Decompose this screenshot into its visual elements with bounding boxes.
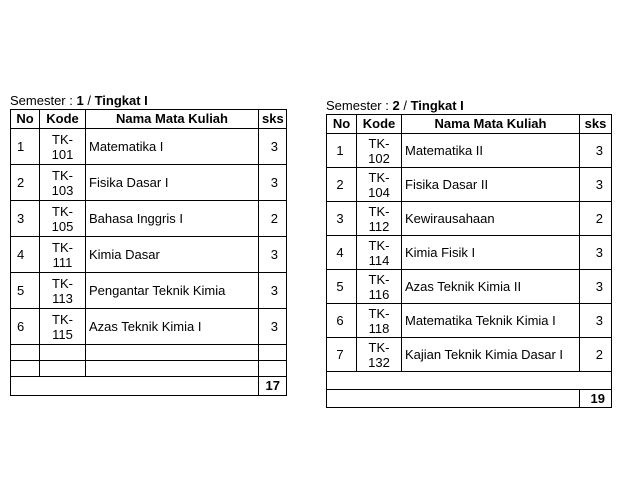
kode-number: 112: [368, 218, 390, 234]
cell-nama: Kimia Dasar: [86, 237, 259, 273]
empty-row: [11, 345, 287, 361]
cell-nama: Bahasa Inggris I: [86, 201, 259, 237]
header-no: No: [327, 115, 357, 134]
header-nama: Nama Mata Kuliah: [86, 110, 259, 129]
cell-no: 7: [327, 338, 357, 372]
cell-no: 6: [11, 309, 40, 345]
semester-2-heading: Semester : 2 / Tingkat I: [326, 98, 464, 113]
kode-number: 101: [51, 146, 74, 162]
cell-no: 1: [11, 129, 40, 165]
cell-nama: Pengantar Teknik Kimia: [86, 273, 259, 309]
table-row: [327, 338, 612, 372]
cell-kode: [357, 270, 402, 304]
cell-sks: 3: [259, 129, 287, 165]
kode-number: 111: [52, 254, 73, 270]
cell-sks: 2: [580, 338, 612, 372]
semester-1-heading: Semester : 1 / Tingkat I: [10, 93, 148, 108]
cell-kode: [357, 338, 402, 372]
tingkat-label: Tingkat I: [94, 93, 148, 108]
semester-label: Semester :: [10, 93, 73, 108]
spacer-cell: [327, 372, 612, 390]
cell-no: 1: [327, 134, 357, 168]
cell-no: 3: [327, 202, 357, 236]
total-row: [327, 390, 612, 408]
table-row: [11, 165, 287, 201]
semester-1-block: [10, 93, 287, 396]
cell-nama: Kajian Teknik Kimia Dasar I: [402, 338, 580, 372]
kode-prefix: TK-: [368, 169, 390, 185]
kode-prefix: TK-: [52, 131, 73, 147]
kode-prefix: TK-: [368, 135, 390, 151]
kode-prefix: TK-: [52, 203, 73, 219]
cell-no: 4: [327, 236, 357, 270]
kode-prefix: TK-: [368, 271, 390, 287]
cell-no: 5: [327, 270, 357, 304]
cell-kode: [357, 202, 402, 236]
cell-kode: [357, 168, 402, 202]
empty-cell: [259, 361, 287, 377]
semester-label: Semester :: [326, 98, 389, 113]
cell-sks: 3: [580, 168, 612, 202]
cell-sks: 3: [580, 236, 612, 270]
cell-no: 6: [327, 304, 357, 338]
empty-cell: [86, 361, 259, 377]
kode-prefix: TK-: [368, 203, 390, 219]
cell-no: 3: [11, 201, 40, 237]
kode-number: 104: [368, 184, 390, 200]
cell-sks: 3: [259, 309, 287, 345]
table-row: [327, 134, 612, 168]
semester-2-block: [326, 98, 612, 408]
kode-number: 132: [368, 354, 390, 370]
cell-nama: Fisika Dasar II: [402, 168, 580, 202]
semester-2-table: [326, 114, 612, 408]
table-row: [327, 304, 612, 338]
header-sks: sks: [259, 110, 287, 129]
total-label-cell: [11, 377, 259, 396]
cell-kode: [357, 304, 402, 338]
kode-number: 115: [52, 326, 73, 342]
table-row: [11, 237, 287, 273]
kode-prefix: TK-: [52, 239, 73, 255]
tingkat-label: Tingkat I: [410, 98, 464, 113]
cell-kode: [40, 129, 86, 165]
kode-number: 118: [368, 320, 390, 336]
header-sks: sks: [580, 115, 612, 134]
header-kode: Kode: [357, 115, 402, 134]
empty-row: [11, 361, 287, 377]
kode-number: 102: [368, 150, 390, 166]
total-sks: 17: [259, 377, 287, 396]
header-nama: Nama Mata Kuliah: [402, 115, 580, 134]
cell-kode: [357, 236, 402, 270]
cell-nama: Azas Teknik Kimia II: [402, 270, 580, 304]
cell-no: 4: [11, 237, 40, 273]
total-sks: 19: [580, 390, 612, 408]
total-row: [11, 377, 287, 396]
cell-no: 2: [327, 168, 357, 202]
empty-cell: [11, 345, 40, 361]
table-row: [327, 168, 612, 202]
table-header-row: [11, 110, 287, 129]
empty-cell: [86, 345, 259, 361]
cell-sks: 3: [580, 270, 612, 304]
table-row: [11, 309, 287, 345]
cell-nama: Fisika Dasar I: [86, 165, 259, 201]
table-row: [11, 201, 287, 237]
table-row: [11, 273, 287, 309]
semester-1-table: [10, 109, 287, 396]
cell-nama: Matematika I: [86, 129, 259, 165]
cell-nama: Matematika II: [402, 134, 580, 168]
kode-prefix: TK-: [368, 305, 390, 321]
cell-sks: 3: [580, 134, 612, 168]
cell-kode: [40, 237, 86, 273]
header-kode: Kode: [40, 110, 86, 129]
cell-kode: [40, 309, 86, 345]
kode-number: 105: [51, 218, 74, 234]
cell-kode: [40, 273, 86, 309]
kode-prefix: TK-: [368, 339, 390, 355]
cell-kode: [40, 201, 86, 237]
semester-number: 1: [76, 93, 84, 108]
cell-no: 5: [11, 273, 40, 309]
kode-number: 113: [52, 290, 73, 306]
cell-nama: Azas Teknik Kimia I: [86, 309, 259, 345]
kode-number: 103: [51, 182, 74, 198]
header-no: No: [11, 110, 40, 129]
empty-cell: [259, 345, 287, 361]
cell-no: 2: [11, 165, 40, 201]
kode-number: 114: [368, 252, 390, 268]
table-row: [327, 270, 612, 304]
total-label-cell: [327, 390, 580, 408]
kode-prefix: TK-: [52, 275, 73, 291]
cell-nama: Matematika Teknik Kimia I: [402, 304, 580, 338]
cell-sks: 2: [580, 202, 612, 236]
cell-sks: 3: [259, 237, 287, 273]
empty-cell: [11, 361, 40, 377]
empty-cell: [40, 345, 86, 361]
cell-sks: 3: [259, 273, 287, 309]
table-header-row: [327, 115, 612, 134]
table-row: [11, 129, 287, 165]
kode-prefix: TK-: [52, 167, 73, 183]
cell-kode: [40, 165, 86, 201]
kode-prefix: TK-: [52, 311, 73, 327]
table-row: [327, 236, 612, 270]
kode-prefix: TK-: [368, 237, 390, 253]
cell-nama: Kimia Fisik I: [402, 236, 580, 270]
cell-nama: Kewirausahaan: [402, 202, 580, 236]
table-row: [327, 202, 612, 236]
semester-number: 2: [392, 98, 400, 113]
cell-sks: 2: [259, 201, 287, 237]
cell-sks: 3: [580, 304, 612, 338]
cell-sks: 3: [259, 165, 287, 201]
cell-kode: [357, 134, 402, 168]
spacer-row: [327, 372, 612, 390]
empty-cell: [40, 361, 86, 377]
kode-number: 116: [368, 286, 390, 302]
